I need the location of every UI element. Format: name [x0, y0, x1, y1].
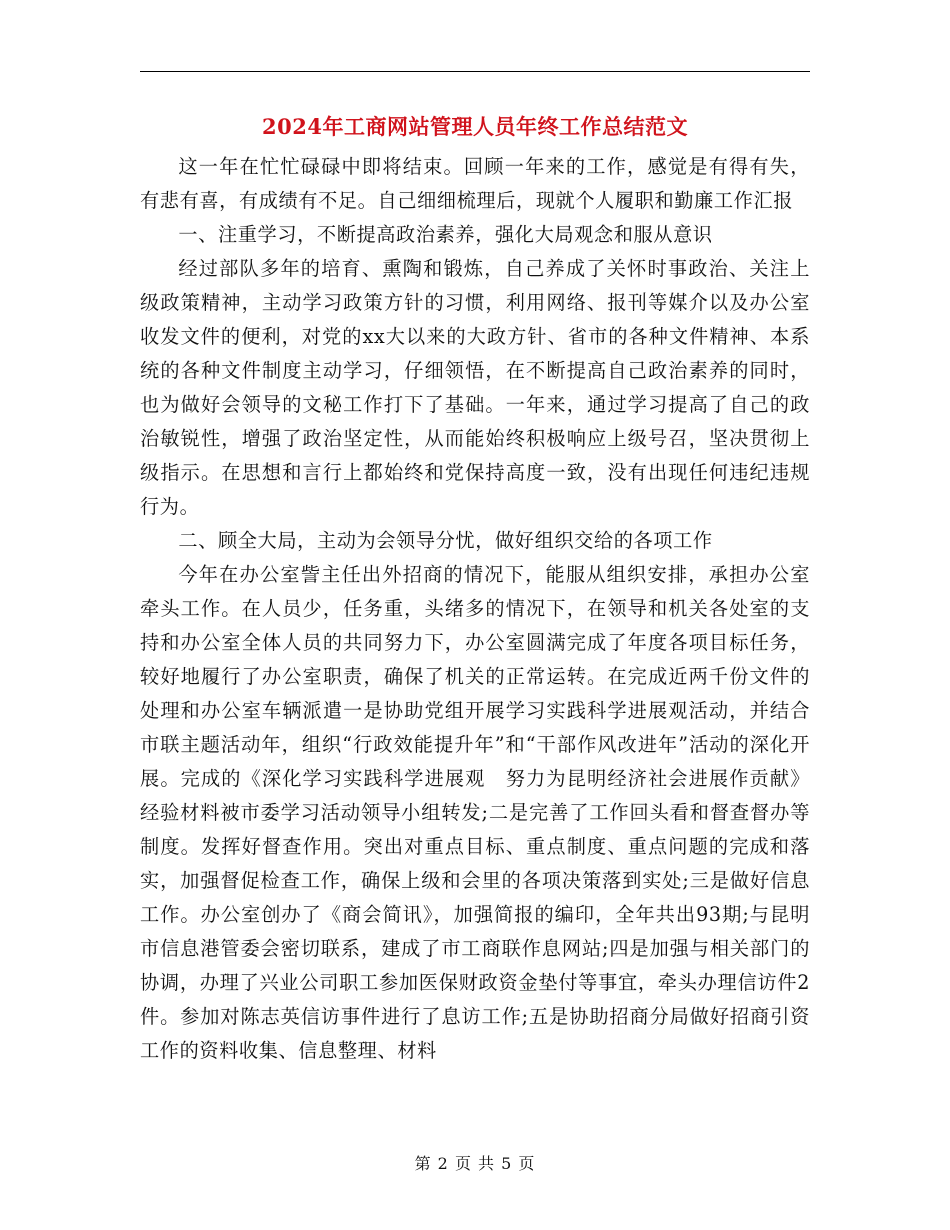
page-number-footer: 第 2 页 共 5 页 [414, 1154, 536, 1173]
header-rule [140, 71, 810, 72]
paragraph-intro: 这一年在忙忙碌碌中即将结束。回顾一年来的工作，感觉是有得有失，有悲有喜，有成绩有不足。自己细细梳理后，现就个人履职和勤廉工作汇报 [140, 155, 810, 212]
document-body [140, 150, 810, 1068]
paragraph-section-1: 经过部队多年的培育、熏陶和锻炼，自己养成了关怀时事政治、关注上级政策精神，主动学习政策方针的习惯，利用网络、报刊等媒介以及办公室收发文件的便利，对党的xx大以来的大政方针、省市的各种文件精神、本系统的各种文件制度主动学习，仔细领悟，在不断提高自己政治素养的同时，也为做好会领导的文秘工作打下了基础。一年来，通过学习提高了自己的政治敏锐性，增强了政治坚定性，从而能始终积极响应上级号召，坚决贯彻上级指示。在思想和言行上都始终和党保持高度一致，没有出现任何违纪违规行为。 [140, 257, 810, 518]
section-heading-2: 二、顾全大局，主动为会领导分忧，做好组织交给的各项工作 [178, 529, 713, 552]
section-heading-1: 一、注重学习，不断提高政治素养，强化大局观念和服从意识 [178, 223, 713, 246]
paragraph-section-2: 今年在办公室訾主任出外招商的情况下，能服从组织安排，承担办公室牵头工作。在人员少，任务重，头绪多的情况下，在领导和机关各处室的支持和办公室全体人员的共同努力下，办公室圆满完成了年度各项目标任务，较好地履行了办公室职责，确保了机关的正常运转。在完成近两千份文件的处理和办公室车辆派遣一是协助党组开展学习实践科学进展观活动，并结合市联主题活动年，组织“行政效能提升年”和“干部作风改进年”活动的深化开展。完成的《深化学习实践科学进展观 努力为昆明经济社会进展作贡献》经验材料被市委学习活动领导小组转发;二是完善了工作回头看和督查督办等制度。发挥好督查作用。突出对重点目标、重点制度、重点问题的完成和落实，加强督促检查工作，确保上级和会里的各项决策落到实处;三是做好信息工作。办公室创办了《商会简讯》，加强简报的编印，全年共出93期;与昆明市信息港管委会密切联系，建成了市工商联作息网站;四是加强与相关部门的协调，办理了兴业公司职工参加医保财政资金垫付等事宜，牵头办理信访件2件。参加对陈志英信访事件进行了息访工作;五是协助招商分局做好招商引资工作的资料收集、信息整理、材料 [140, 563, 810, 1062]
document-title: 2024年工商网站管理人员年终工作总结范文 [262, 114, 688, 139]
